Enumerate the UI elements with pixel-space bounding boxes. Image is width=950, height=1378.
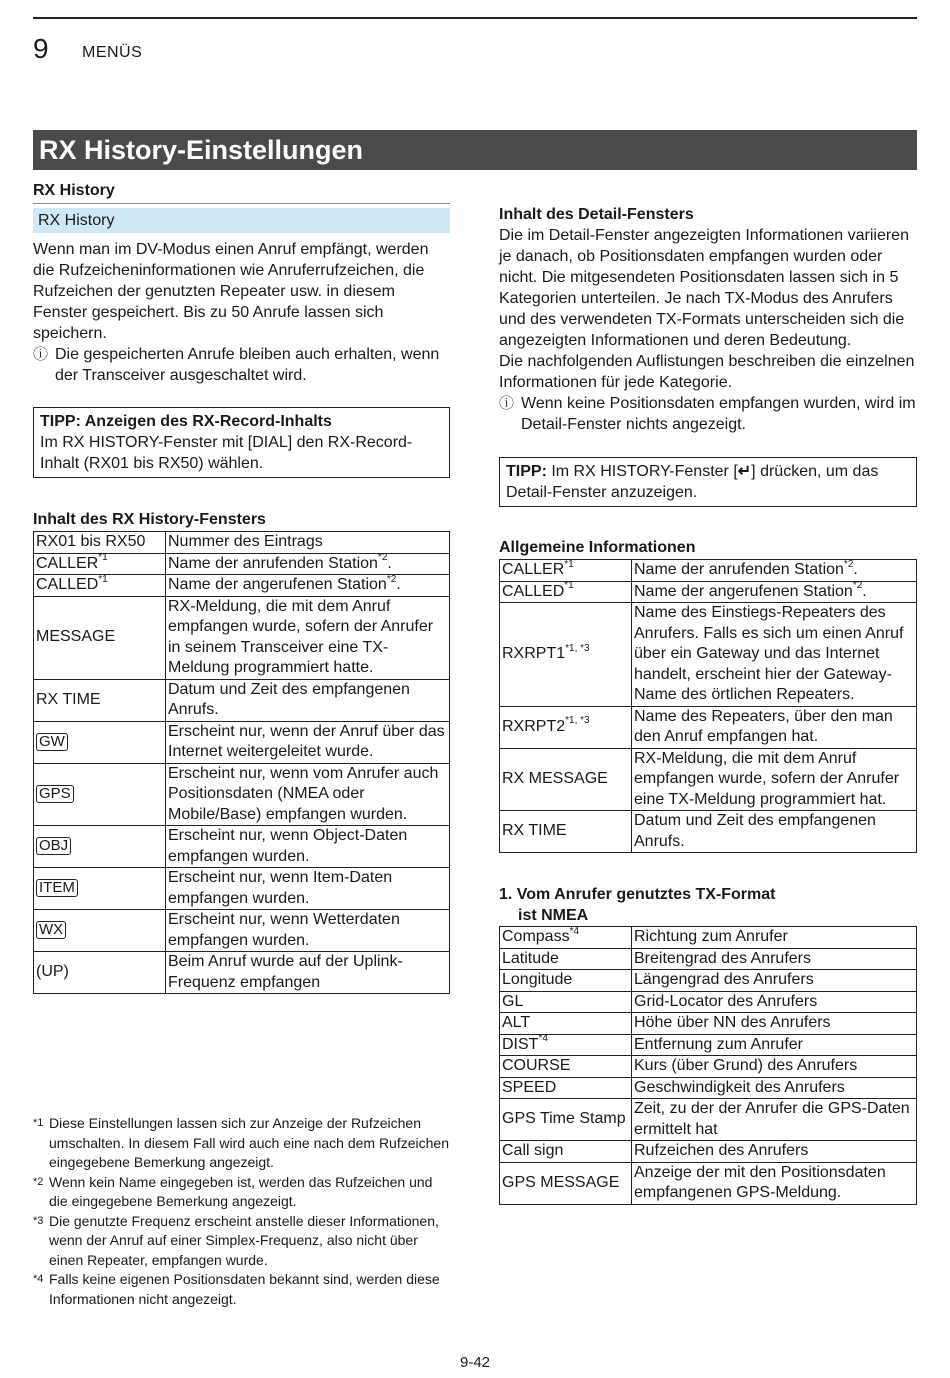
page-number: 9-42 [459,1354,491,1371]
table-row [500,603,917,707]
top-rule [33,17,917,19]
row-value: Geschwindigkeit des Anrufers [634,1078,845,1096]
table-row [500,811,917,853]
row-value-cell [632,1141,917,1163]
row-key-cell [500,811,632,853]
table-row [500,970,917,992]
footnote-ref: *1, *3 [565,715,590,727]
section-banner: RX History-Einstellungen [33,130,917,170]
row-value: Erscheint nur, wenn vom Anrufer auch Positionsdaten (NMEA oder Mobile/Base) empfangen wurden. [168,764,439,823]
row-key: CALLER [36,554,99,572]
row-key-cell [34,596,166,679]
detail-note-text: Wenn keine Positionsdaten empfangen wurden, wird im Detail-Fenster nichts angezeigt. [521,395,916,433]
row-value-cell [166,910,450,952]
row-value: Name des Einstiegs-Repeaters des Anrufers. Falls es sich um einen Anruf über ein Gateway und das Internet handelt, erscheint hier der Gateway-Name des örtlichen Repeaters. [634,604,904,703]
row-key: RX MESSAGE [502,770,608,787]
row-key: COURSE [502,1057,571,1074]
row-key: DIST [502,1035,539,1053]
detail-paragraph-1: Die im Detail-Fenster angezeigten Informationen variieren je danach, ob Positionsdaten empfangen wurden oder nicht. Die mitgesendeten Positionsdaten lassen sich in 5 Kategorien unterteilen. Je nach TX-Modus des Anrufers und des verwendeten TX-Formats unterscheiden sich die angezeigten Informationen und deren Bedeutung. [499,227,909,349]
table-row [500,706,917,748]
row-key-cell [500,991,632,1013]
key-badge: GW [36,733,68,751]
footnote-ref: *2 [843,558,854,570]
table-row [34,952,450,994]
table-row [500,560,917,582]
detail-paragraph-2: Die nachfolgenden Auflistungen beschreiben die einzelnen Informationen für jede Kategorie. [499,353,915,391]
table-row [500,1077,917,1099]
row-value-cell [166,679,450,721]
row-value-cell [632,1077,917,1099]
table-row [34,679,450,721]
row-key-cell [500,748,632,811]
row-value: Erscheint nur, wenn Wetterdaten empfangen wurden. [168,911,400,949]
row-key-cell [500,1162,632,1204]
table-row [34,575,450,597]
row-key-cell [500,706,632,748]
row-key-cell [500,1077,632,1099]
row-value: Anzeige der mit den Positionsdaten empfangenen GPS-Meldung. [634,1163,886,1201]
row-key: Compass [502,928,570,945]
row-value-cell [166,575,450,597]
table-row [34,532,450,554]
row-key-cell [500,927,632,949]
row-key: (UP) [36,963,69,981]
chapter-number: 9 [33,33,49,64]
nmea-title [499,884,917,926]
row-value-cell [632,1056,917,1078]
row-key: RX TIME [502,822,567,840]
intro-paragraph: Wenn man im DV-Modus einen Anruf empfängt, werden die Rufzeicheninformationen wie Anruferrufzeichen, die Rufzeichen der genutzten Repeater usw. in diesem Fenster gespeichert. Bis zu 50 Anrufe lassen sich speichern. [33,241,429,342]
row-value-cell [166,553,450,575]
row-key-cell [34,679,166,721]
row-value: Erscheint nur, wenn Item-Daten empfangen wurden. [168,869,393,907]
nmea-title-line-2: ist NMEA [518,907,589,924]
row-value: Längengrad des Anrufers [634,971,814,988]
footnote-ref: *2 [852,580,863,592]
footnote-mark: *2 [33,1175,44,1188]
info-icon: ⓘ [33,346,49,363]
row-value-cell [632,706,917,748]
tip-title: TIPP: Anzeigen des RX-Record-Inhalts [40,413,332,430]
row-key: GL [502,992,524,1010]
detail-tip-label: TIPP: [506,463,547,480]
row-key-cell [34,910,166,952]
table-row [500,1056,917,1078]
table-row [34,763,450,826]
row-value-cell [632,1162,917,1204]
row-value-cell [166,532,450,554]
row-key-cell [34,532,166,554]
table-row [500,1162,917,1204]
row-value: Breitengrad des Anrufers [634,949,811,967]
row-value-cell [632,927,917,949]
row-key: Call sign [502,1142,564,1159]
table-row [500,1013,917,1035]
table-row [500,1099,917,1141]
row-key: CALLED [502,582,565,600]
row-value-end: . [862,582,867,600]
row-key-cell [34,952,166,994]
row-key: CALLER [502,561,565,578]
table-row [34,868,450,910]
row-key: RXRPT1 [502,645,566,662]
detail-tip-box [499,457,917,507]
footnote-ref: *1 [98,552,108,564]
footnote [33,1270,450,1309]
row-value-cell [166,596,450,679]
row-value: Name des Repeaters, über den man den Anruf empfangen hat. [634,707,893,745]
table-row [34,553,450,575]
key-badge: ITEM [36,879,78,897]
row-key-cell [500,1099,632,1141]
tip-text: Im RX HISTORY-Fenster mit [DIAL] den RX-Record-Inhalt (RX01 bis RX50) wählen. [40,434,413,472]
left-column [33,180,450,994]
footnote-ref: *1 [98,573,108,585]
row-key-cell [500,603,632,707]
table-row [500,1141,917,1163]
row-key-cell [500,1013,632,1035]
footnote [33,1212,450,1271]
row-value: Name der anrufenden Station [168,554,378,572]
row-key: GPS MESSAGE [502,1173,620,1191]
footnote [33,1173,450,1212]
row-key: Latitude [502,949,559,967]
table-row [34,910,450,952]
row-value-cell [166,868,450,910]
footnote-mark: *1 [33,1117,44,1129]
table-row [34,826,450,868]
footnote-text: Diese Einstellungen lassen sich zur Anzeige der Rufzeichen umschalten. In diesem Fall wird auch eine nach dem Rufzeichen eingegebene Bemerkung angezeigt. [49,1115,449,1170]
row-value-end: . [387,554,392,572]
chapter-title: MENÜS [82,44,143,61]
row-key: RXRPT2 [502,717,566,735]
row-key: MESSAGE [36,628,116,646]
footnote-ref: *1 [564,580,574,592]
row-value-cell [632,748,917,811]
table-row [500,948,917,970]
row-value-cell [166,826,450,868]
row-key-cell [34,553,166,575]
right-column [499,204,917,1205]
row-value-cell [632,970,917,992]
row-value-cell [166,763,450,826]
footnote [33,1114,450,1173]
detail-tip-text-a: Im RX HISTORY-Fenster [ [546,463,738,480]
table-row [500,1034,917,1056]
footnote-text: Wenn kein Name eingegeben ist, werden das Rufzeichen und die eingegebene Bemerkung angezeigt. [49,1173,433,1209]
row-key: SPEED [502,1078,557,1096]
row-key: Longitude [502,971,573,988]
row-value: Erscheint nur, wenn Object-Daten empfangen wurden. [168,827,408,865]
row-key: CALLED [36,576,99,593]
row-key-cell [34,575,166,597]
footnote-ref: *4 [538,1033,548,1045]
row-key-cell [34,763,166,826]
footnote-ref: *2 [386,573,397,585]
nmea-table [499,926,917,1205]
table-row [500,581,917,603]
footnote-ref: *1, *3 [565,642,590,654]
rx-history-table [33,531,450,994]
row-key-cell [34,826,166,868]
row-value: Kurs (über Grund) des Anrufers [634,1057,858,1074]
row-value: Entfernung zum Anrufer [634,1035,803,1053]
row-value: RX-Meldung, die mit dem Anruf empfangen wurde, sofern der Anrufer in seinem Transceiver eine TX-Meldung programmiert hatte. [168,597,434,676]
row-value: Rufzeichen des Anrufers [634,1142,809,1159]
row-key-cell [500,970,632,992]
row-value: Höhe über NN des Anrufers [634,1014,831,1031]
row-value: Richtung zum Anrufer [634,928,788,945]
table-row [34,721,450,763]
row-value-cell [166,721,450,763]
footnote-text: Die genutzte Frequenz erscheint anstelle dieser Informationen, wenn der Anruf auf einer Simplex-Frequenz, also nicht über einen Repeater, empfangen wurde. [49,1212,439,1268]
table-row [500,748,917,811]
row-key-cell [500,1141,632,1163]
detail-note [499,393,917,435]
row-value: Zeit, zu der der Anrufer die GPS-Daten ermittelt hat [634,1100,910,1138]
row-value-cell [632,811,917,853]
footnotes [33,1114,450,1309]
row-value-cell [632,948,917,970]
footnote-mark: *3 [33,1214,44,1227]
row-value: Nummer des Eintrags [168,533,323,550]
row-value: Name der angerufenen Station [168,576,387,593]
section-title: RX History [33,180,450,204]
row-value-cell [632,560,917,582]
table-row [500,927,917,949]
table-title: Inhalt des RX History-Fensters [33,511,266,528]
note-text: Die gespeicherten Anrufe bleiben auch erhalten, wenn der Transceiver ausgeschaltet wird. [55,346,440,384]
footnote-ref: *2 [377,552,388,564]
footnote-mark: *4 [33,1273,44,1285]
note [33,344,450,386]
row-key-cell [34,721,166,763]
table-row [34,596,450,679]
row-key-cell [500,560,632,582]
row-key-cell [34,868,166,910]
general-info-table [499,559,917,853]
menu-path: RX History [33,208,450,233]
row-key: ALT [502,1014,531,1031]
row-key-cell [500,948,632,970]
info-icon: ⓘ [499,395,515,412]
footnote-text: Falls keine eigenen Positionsdaten bekannt sind, werden diese Informationen nicht angezeigt. [49,1271,440,1307]
detail-tip-text-b: ] drücken, um das Detail-Fenster anzuzeigen. [506,463,879,501]
row-value-cell [632,1034,917,1056]
row-value-cell [632,1099,917,1141]
row-value-cell [632,991,917,1013]
row-key-cell [500,1056,632,1078]
row-value-cell [632,581,917,603]
row-value: Grid-Locator des Anrufers [634,992,818,1010]
row-value: Beim Anruf wurde auf der Uplink-Frequenz empfangen [168,953,403,991]
row-value-end: . [853,561,858,578]
row-value: Erscheint nur, wenn der Anruf über das Internet weitergeleitet wurde. [168,722,445,760]
key-badge: GPS [36,785,74,803]
row-value-cell [632,603,917,707]
row-key-cell [500,581,632,603]
tip-box [33,407,450,478]
enter-key-icon: ↵ [737,463,752,480]
table-row [500,991,917,1013]
footnote-ref: *1 [564,558,574,570]
row-value-end: . [396,576,401,593]
key-badge: OBJ [36,837,71,855]
row-key: RX01 bis RX50 [36,533,146,550]
row-key: RX TIME [36,690,101,708]
row-value: Name der angerufenen Station [634,582,853,600]
key-badge: WX [36,921,66,939]
detail-title: Inhalt des Detail-Fensters [499,206,694,223]
row-key-cell [500,1034,632,1056]
row-value-cell [632,1013,917,1035]
row-value: Datum und Zeit des empfangenen Anrufs. [634,812,876,850]
row-key: GPS Time Stamp [502,1110,626,1128]
row-value: Name der anrufenden Station [634,561,844,578]
row-value: RX-Meldung, die mit dem Anruf empfangen wurde, sofern der Anrufer eine TX-Meldung programmiert hat. [634,749,900,808]
footnote-ref: *4 [569,925,580,937]
row-value-cell [166,952,450,994]
nmea-title-line-1: 1. Vom Anrufer genutztes TX-Format [499,886,776,903]
general-title: Allgemeine Informationen [499,539,696,556]
row-value: Datum und Zeit des empfangenen Anrufs. [168,680,410,718]
